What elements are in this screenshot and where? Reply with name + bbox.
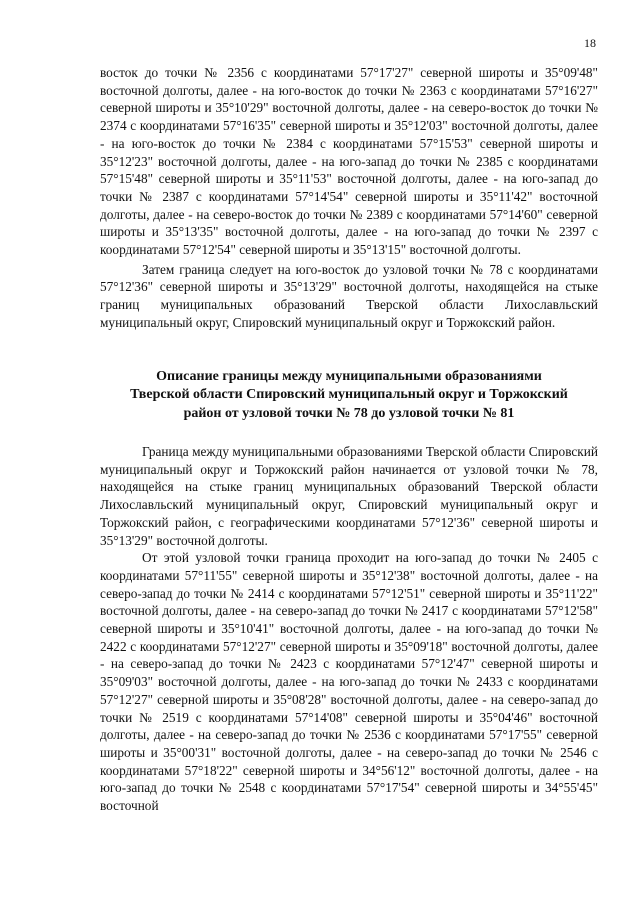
- paragraph-boundary-route: От этой узловой точки граница проходит на юго-запад до точки № 2405 с координатами 57°11'55" северной широты и 35°12'38" восточной долготы, далее - на северо-запад до точки № 2414 с координатами 57°12'51" северной широты и 35°11'22" восточной долготы, далее - на северо-запад до точки № 2417 с координатами 57°12'58" северной широты и 35°10'41" восточной долготы, далее - на юго-запад до точки № 2422 с координатами 57°12'27" северной широты и 35°09'18" восточной долготы, далее - на северо-запад до точки № 2423 с координатами 57°12'47" северной широты и 35°09'03" восточной долготы, далее - на юго-запад до точки № 2433 с координатами 57°12'27" северной широты и 35°08'28" восточной долготы, далее - на северо-запад до точки № 2519 с координатами 57°14'08" северной широты и 35°04'46" восточной долготы, далее - на северо-запад до точки № 2536 с координатами 57°17'55" северной широты и 35°00'31" восточной долготы, далее - на северо-запад до точки № 2546 с координатами 57°18'22" северной широты и 34°56'12" восточной долготы, далее - на юго-запад до точки № 2548 с координатами 57°17'54" северной широты и 34°55'45" восточной: [100, 550, 598, 814]
- page-number: 18: [584, 36, 596, 50]
- paragraph-boundary-start: Граница между муниципальными образованиями Тверской области Спировский муниципальный округ и Торжокский район начинается от узловой точки № 78, находящейся на стыке границ муниципальных образований Тверской области Лихославльский муниципальный округ, Спировский муниципальный округ и Торжокский район, с географическими координатами 57°12'36" северной широты и 35°13'29" восточной долготы.: [100, 444, 598, 548]
- section-heading: [100, 368, 598, 424]
- heading-line-2: Тверской области Спировский муниципальный округ и Торжокский: [130, 387, 568, 403]
- document-body: [100, 64, 598, 815]
- heading-line-1: Описание границы между муниципальными образованиями: [156, 368, 542, 384]
- paragraph-node-78: Затем граница следует на юго-восток до узловой точки № 78 с координатами 57°12'36" северной широты и 35°13'29" восточной долготы, находящейся на стыке границ муниципальных образований Тверской области Лихославльский муниципальный округ, Спировский муниципальный округ и Торжокский район.: [100, 261, 598, 330]
- heading-line-3: район от узловой точки № 78 до узловой точки № 81: [183, 405, 515, 421]
- paragraph-coordinates-continued: восток до точки № 2356 с координатами 57°17'27" северной широты и 35°09'48" восточной долготы, далее - на юго-восток до точки № 2363 с координатами 57°16'27" северной широты и 35°10'29" восточной долготы, далее - на северо-восток до точки № 2374 с координатами 57°16'35" северной широты и 35°12'03" восточной долготы, далее - на юго-восток до точки № 2384 с координатами 57°15'53" северной широты и 35°12'23" восточной долготы, далее - на юго-запад до точки № 2385 с координатами 57°15'48" северной широты и 35°11'53" восточной долготы, далее - на юго-запад до точки № 2387 с координатами 57°14'54" северной широты и 35°11'42" восточной долготы, далее - на северо-восток до точки № 2389 с координатами 57°14'60" северной широты и 35°13'35" восточной долготы, далее - на юго-запад до точки № 2397 с координатами 57°12'54" северной широты и 35°13'15" восточной долготы.: [100, 65, 598, 258]
